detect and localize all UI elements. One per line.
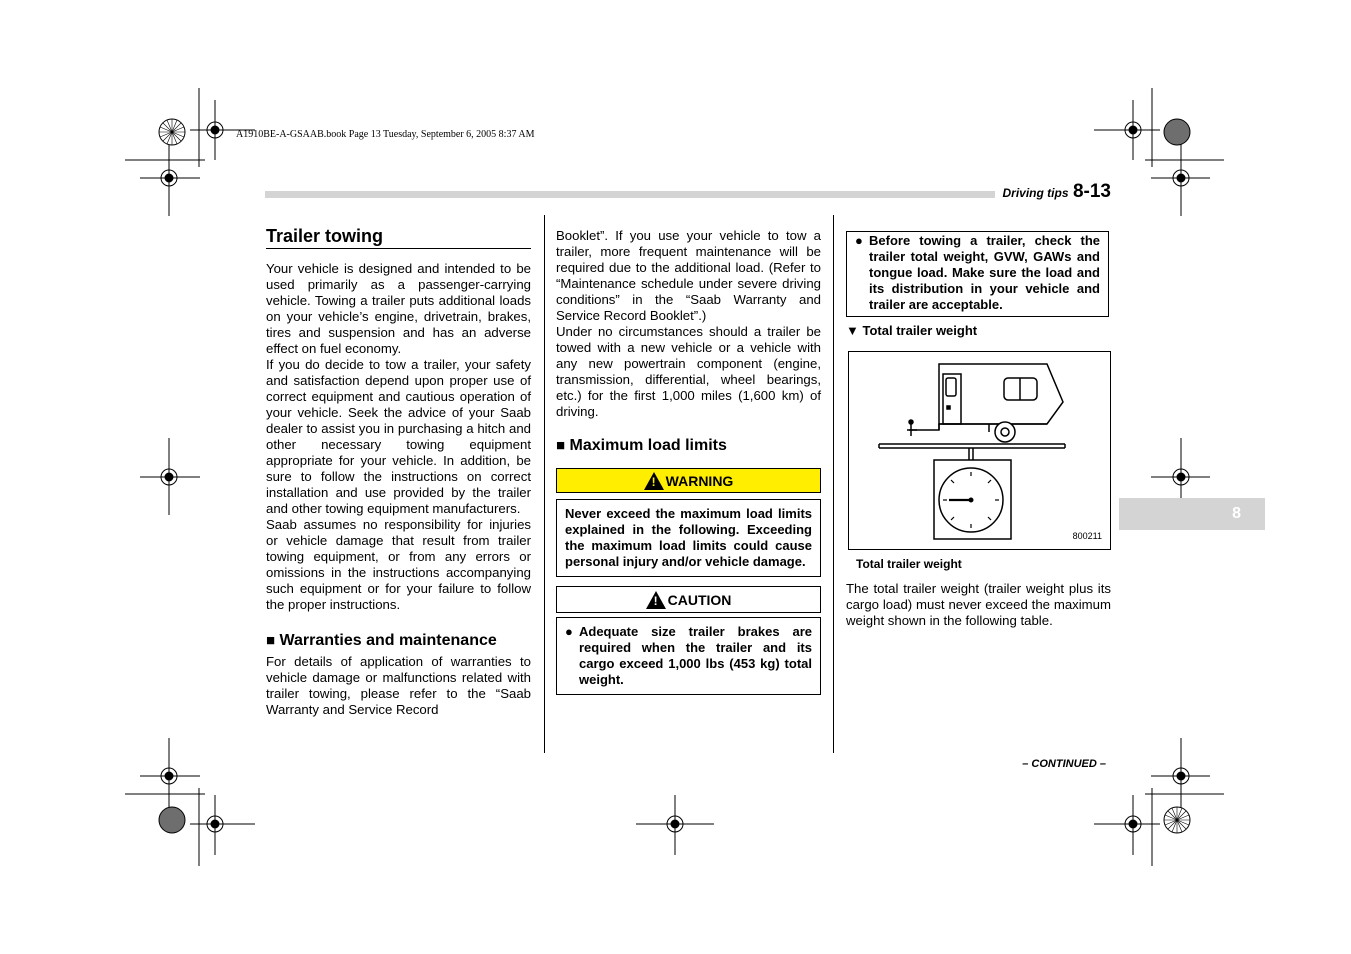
trailer-scale-illustration bbox=[849, 352, 1110, 549]
check-box bbox=[846, 231, 1109, 317]
square-icon: ■ bbox=[556, 437, 566, 454]
bullet-icon: ● bbox=[565, 624, 573, 639]
warning-label: WARNING bbox=[665, 472, 734, 489]
check-text: Before towing a trailer, check the trailer total weight, GVW, GAWs and tongue load. Make sure the load and its distribution in your vehicle and trailer are acceptable. bbox=[869, 233, 1100, 312]
paragraph: If you do decide to tow a trailer, your safety and satisfaction depend upon proper use of correct equipment and cautious operation of your vehicle. Seek the advice of your Saab dealer to assist you in purchasing a hitch and other necessary towing equipment appropriate for your vehicle. In addition, be sure to follow the instructions on correct installation and use provided by the trailer and other towing equipment manufacturers. bbox=[266, 357, 531, 516]
warning-header bbox=[556, 468, 821, 493]
column-1 bbox=[266, 228, 531, 718]
page-header bbox=[980, 181, 1111, 203]
subheading-text: Total trailer weight bbox=[862, 323, 978, 338]
warning-box: Never exceed the maximum load limits explained in the following. Exceeding the maximum load limits could cause personal injury and/or vehicle damage. bbox=[556, 499, 821, 577]
header-bar bbox=[265, 191, 995, 198]
heading-text: Warranties and maintenance bbox=[279, 632, 497, 649]
chapter-tab[interactable]: 8 bbox=[1119, 498, 1265, 530]
figure-caption: Total trailer weight bbox=[856, 557, 962, 571]
bullet-icon: ● bbox=[855, 233, 863, 248]
column-2 bbox=[556, 228, 821, 695]
paragraph: Booklet”. If you use your vehicle to tow a trailer, more frequent maintenance will be required due to the additional load. (Refer to “Maintenance schedule under severe driving conditions” in the “Saab Warranty and Service Record Booklet”.) bbox=[556, 228, 821, 323]
figure-code: 800211 bbox=[1072, 531, 1102, 541]
caution-header bbox=[556, 586, 821, 613]
paragraph: For details of application of warranties to vehicle damage or malfunctions related with trailer towing, please refer to the “Saab Warranty and Service Record bbox=[266, 654, 531, 717]
trailer-weight-figure bbox=[848, 351, 1111, 550]
column-3-body bbox=[846, 581, 1111, 629]
caution-box bbox=[556, 617, 821, 695]
page-number: 8-13 bbox=[1072, 181, 1111, 202]
continued-label: – CONTINUED – bbox=[1022, 758, 1106, 770]
page-title: Trailer towing bbox=[266, 228, 531, 249]
column-3 bbox=[846, 231, 1109, 339]
section-heading bbox=[556, 438, 821, 454]
column-divider bbox=[544, 215, 545, 753]
paragraph: The total trailer weight (trailer weight plus its cargo load) must never exceed the maximum weight shown in the following table. bbox=[846, 581, 1111, 628]
caution-label: CAUTION bbox=[667, 591, 732, 608]
heading-text: Maximum load limits bbox=[569, 437, 727, 454]
paragraph: Saab assumes no responsibility for injuries or vehicle damage that result from trailer towing equipment, or from any errors or omissions in the instructions accompanying such equipment or for your failure to follow the proper instructions. bbox=[266, 517, 531, 612]
section-title: Driving tips bbox=[1002, 186, 1069, 200]
section-heading bbox=[266, 633, 531, 649]
paragraph: Your vehicle is designed and intended to be used primarily as a passenger-carrying vehicle. Towing a trailer puts additional loads on your vehicle’s engine, drivetrain, brakes, tires and suspension and has an adverse effect on fuel economy. bbox=[266, 261, 531, 356]
warning-triangle-icon: ! bbox=[644, 472, 664, 490]
square-icon: ■ bbox=[266, 632, 276, 649]
column-divider bbox=[833, 215, 834, 753]
triangle-down-icon: ▼ bbox=[846, 323, 859, 338]
caution-text: Adequate size trailer brakes are required when the trailer and its cargo exceed 1,000 lbs (453 kg) total weight. bbox=[579, 624, 812, 687]
paragraph: Under no circumstances should a trailer be towed with a new vehicle or a vehicle with any new powertrain component (engine, transmission, differential, wheel bearings, etc.) for the first 1,000 miles (1,600 km) of driving. bbox=[556, 324, 821, 419]
subheading bbox=[846, 323, 1109, 339]
print-info: A1910BE-A-GSAAB.book Page 13 Tuesday, September 6, 2005 8:37 AM bbox=[236, 129, 535, 140]
caution-triangle-icon: ! bbox=[646, 591, 666, 609]
